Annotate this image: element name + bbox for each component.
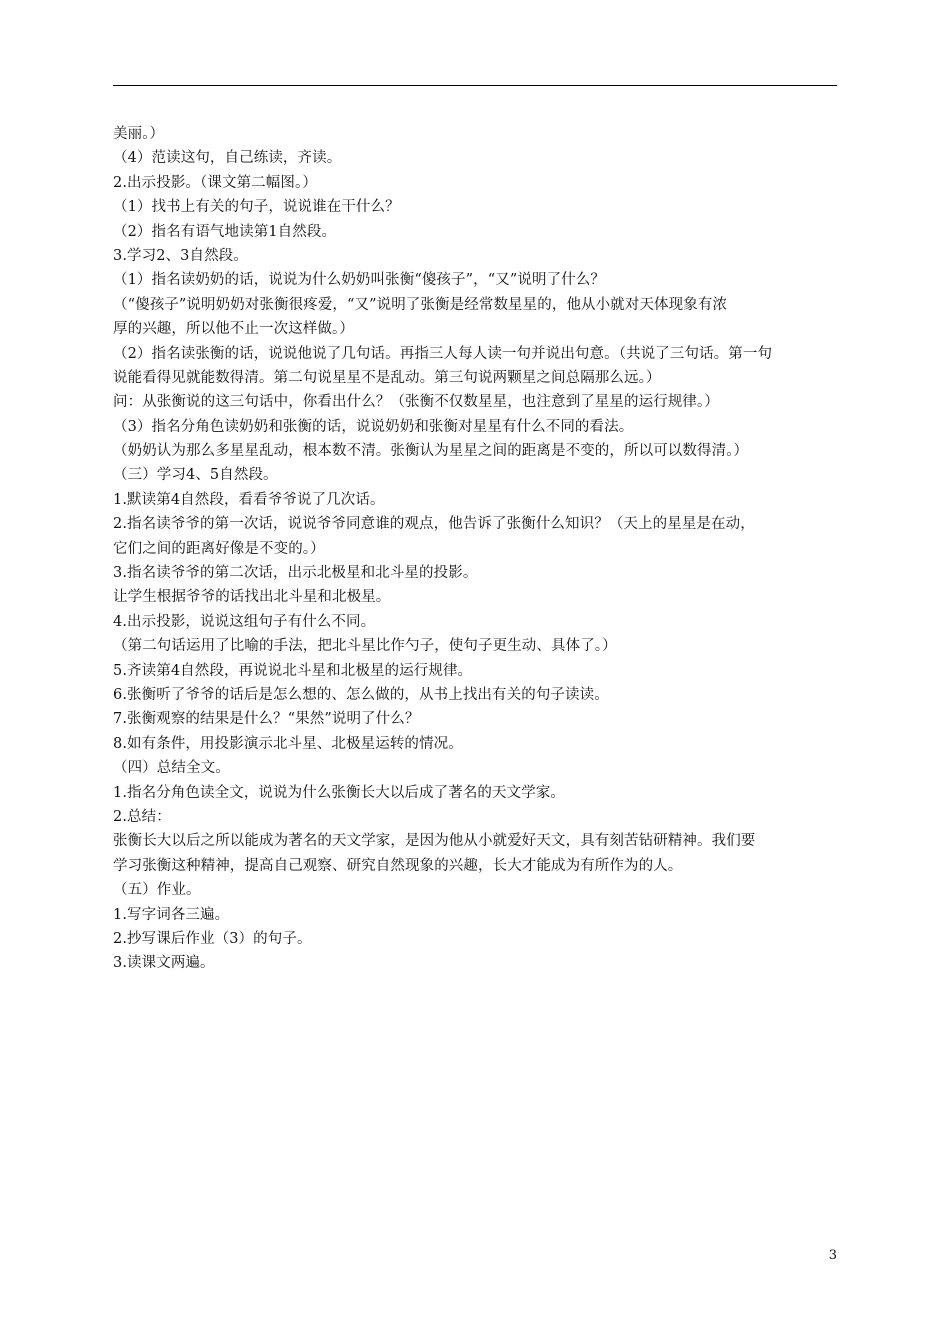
text-line: 1.指名分角色读全文，说说为什么张衡长大以后成了著名的天文学家。	[113, 784, 566, 801]
text-line: （3）指名分角色读奶奶和张衡的话，说说奶奶和张衡对星星有什么不同的看法。	[113, 418, 634, 435]
text-line: 3.读课文两遍。	[113, 955, 215, 972]
header-rule	[113, 85, 837, 86]
text-line: （第二句话运用了比喻的手法，把北斗星比作勺子，使句子更生动、具体了。）	[113, 638, 617, 655]
text-line: （五）作业。	[113, 882, 201, 899]
text-line: （“傻孩子”说明奶奶对张衡很疼爱，“又”说明了张衡是经常数星星的，他从小就对天体现象有浓	[113, 296, 728, 313]
text-line: 6.张衡听了爷爷的话后是怎么想的、怎么做的，从书上找出有关的句子读读。	[113, 686, 609, 703]
page-number: 3	[828, 1248, 837, 1263]
text-line: 说能看得见就能数得清。第二句说星星不是乱动。第三句说两颗星之间总隔那么远。）	[113, 369, 661, 386]
text-line: （2）指名读张衡的话，说说他说了几句话。再指三人每人读一句并说出句意。（共说了三句话。第一句	[113, 345, 773, 362]
text-line: 美丽。）	[113, 126, 165, 142]
text-line: （2）指名有语气地读第1自然段。	[113, 223, 337, 240]
text-line: 它们之间的距离好像是不变的。）	[113, 540, 325, 557]
text-line: 1.默读第4自然段，看看爷爷说了几次话。	[113, 491, 385, 508]
text-line: 5.齐读第4自然段，再说说北斗星和北极星的运行规律。	[113, 662, 473, 679]
text-line: 3.学习2、3自然段。	[113, 247, 248, 264]
text-line: （奶奶认为那么多星星乱动，根本数不清。张衡认为星星之间的距离是不变的，所以可以数得清。）	[113, 443, 749, 460]
text-line: 问：从张衡说的这三句话中，你看出什么？（张衡不仅数星星，也注意到了星星的运行规律。）	[113, 394, 719, 411]
text-line: 张衡长大以后之所以能成为著名的天文学家，是因为他从小就爱好天文，具有刻苦钻研精神。我们要	[113, 833, 756, 850]
text-line: 厚的兴趣，所以他不止一次这样做。）	[113, 321, 354, 338]
text-line: 8.如有条件，用投影演示北斗星、北极星运转的情况。	[113, 735, 463, 752]
text-line: （4）范读这句，自己练读，齐读。	[113, 150, 342, 167]
text-line: 2.抄写课后作业（3）的句子。	[113, 930, 312, 947]
text-line: 1.写字词各三遍。	[113, 906, 230, 923]
text-line: 4.出示投影，说说这组句子有什么不同。	[113, 613, 376, 630]
text-line: 学习张衡这种精神，提高自己观察、研究自然现象的兴趣，长大才能成为有所作为的人。	[113, 857, 683, 874]
text-line: （四）总结全文。	[113, 760, 230, 777]
document-body	[113, 122, 841, 976]
text-line: （1）找书上有关的句子，说说谁在干什么？	[113, 199, 400, 216]
text-line: 2.出示投影。（课文第二幅图。）	[113, 174, 317, 191]
text-line: （1）指名读奶奶的话，说说为什么奶奶叫张衡“傻孩子”，“又”说明了什么？	[113, 272, 605, 289]
text-line: （三）学习4、5自然段。	[113, 467, 278, 484]
text-line: 让学生根据爷爷的话找出北斗星和北极星。	[113, 589, 391, 606]
text-line: 2.总结：	[113, 808, 171, 825]
text-line: 7.张衡观察的结果是什么？“果然”说明了什么？	[113, 711, 420, 728]
text-line: 2.指名读爷爷的第一次话，说说爷爷同意谁的观点，他告诉了张衡什么知识？（天上的星星是在动，	[113, 516, 755, 533]
text-line: 3.指名读爷爷的第二次话，出示北极星和北斗星的投影。	[113, 565, 478, 582]
